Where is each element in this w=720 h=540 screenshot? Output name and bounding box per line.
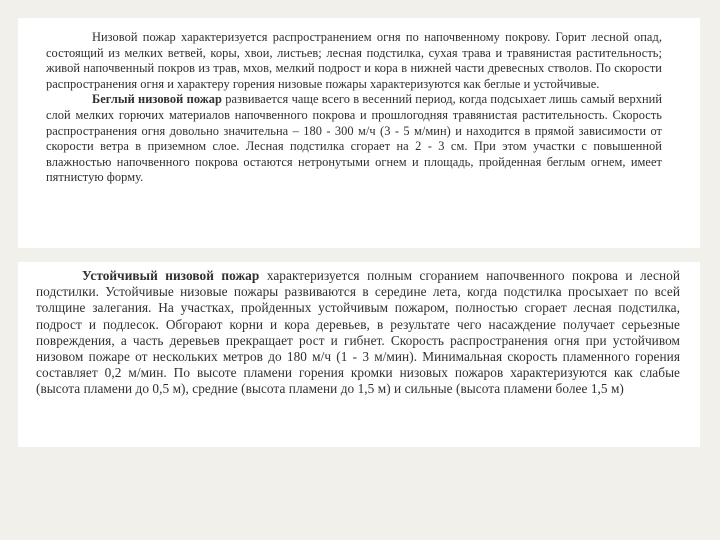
paragraph-text: характеризуется полным сгоранием напочвенного покрова и лесной подстилки. Устойчивые низовые пожары развиваются в середине лета, когда подстилка просыхает по всей толщине залегания. На участках, пройденных устойчивым пожаром, полностью сгорает лесная подстилка, подрост и подлесок. Обгорают корни и кора деревьев, в результате чего насаждение получает серьезные повреждения, а часть деревьев прекращает рост и гибнет. Скорость распространения огня при устойчивом низовом пожаре от нескольких метров до 180 м/ч (1 - 3 м/мин). Минимальная скорость пламенного горения составляет 0,2 м/мин. По высоте пламени горения кромки низовых пожаров характеризуются как слабые (высота пламени до 0,5 м), средние (высота пламени до 1,5 м) и сильные (высота пламени более 1,5 м)	[36, 268, 681, 397]
term-stable-ground-fire: Устойчивый низовой пожар	[82, 268, 260, 283]
text-panel-top	[18, 18, 700, 248]
paragraph-running-ground-fire	[46, 92, 662, 186]
paragraph-stable-ground-fire	[36, 268, 680, 398]
paragraph-text: Низовой пожар характеризуется распространением огня по напочвенному покрову. Горит лесной опад, состоящий из мелких ветвей, коры, хвои, листьев; лесная подстилка, сухая трава и травянистая растительность; живой напочвенный покров из трав, мхов, мелкий подрост и кора в нижней части древесных стволов. По скорости распространения огня и характеру горения низовые пожары характеризуются как беглые и устойчивые.	[46, 30, 662, 91]
paragraph-ground-fire-definition	[46, 30, 662, 92]
paragraph-text: развивается чаще всего в весенний период, когда подсыхает лишь самый верхний слой мелких горючих материалов напочвенного покрова и прошлогодняя травянистая растительность. Скорость распространения огня довольно значительна – 180 - 300 м/ч (3 - 5 м/мин) и находится в прямой зависимости от скорости ветра в приземном слое. Лесная подстилка сгорает на 2 - 3 см. При этом участки с повышенной влажностью напочвенного покрова остаются нетронутыми огнем и площадь, пройденная беглым огнем, имеет пятнистую форму.	[46, 92, 662, 185]
term-running-ground-fire: Беглый низовой пожар	[92, 92, 222, 107]
text-panel-bottom	[18, 262, 700, 447]
